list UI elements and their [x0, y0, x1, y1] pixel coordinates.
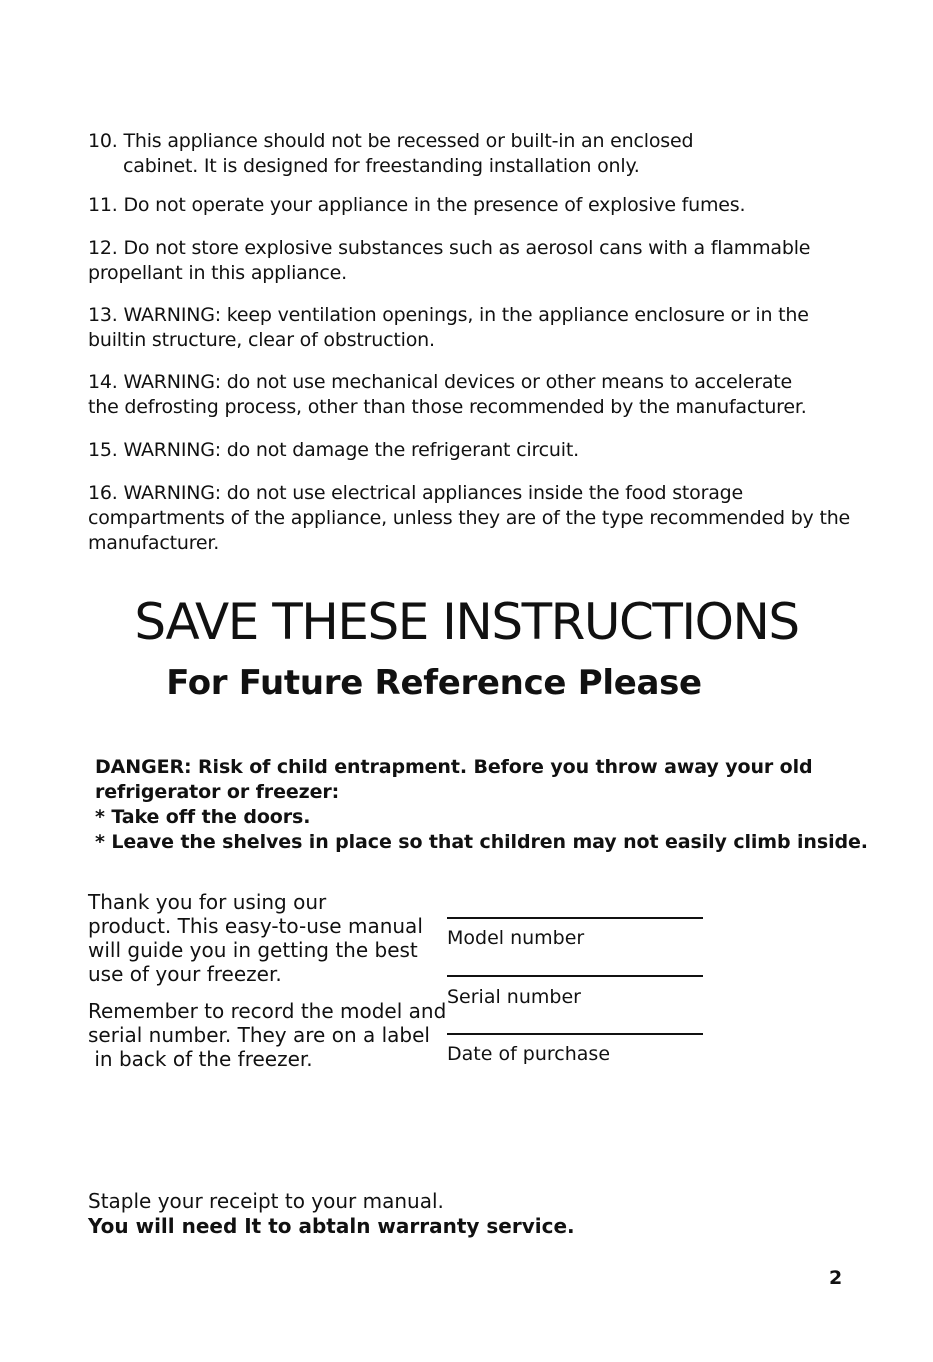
item-13 [88, 303, 808, 353]
staple-line-2: You will need It to abtaln warranty service. [88, 1214, 575, 1238]
date-of-purchase-label: Date of purchase [447, 1043, 611, 1065]
thanks-line-4: use of your freezer. [88, 962, 282, 986]
danger-notice [95, 755, 868, 855]
thanks-line-5: Remember to record the model and [88, 999, 447, 1023]
item-12-line-1: 12. Do not store explosive substances such as aerosol cans with a flammable [88, 237, 811, 259]
item-11-line-1: 11. Do not operate your appliance in the presence of explosive fumes. [88, 194, 746, 216]
model-number-line [447, 917, 703, 919]
item-12-line-2: propellant in this appliance. [88, 262, 348, 284]
item-15-line-1: 15. WARNING: do not damage the refrigerant circuit. [88, 439, 579, 461]
item-14-line-1: 14. WARNING: do not use mechanical devices or other means to accelerate [88, 371, 793, 393]
item-10-line-2: cabinet. It is designed for freestanding installation only. [123, 155, 640, 177]
thanks-line-7: in back of the freezer. [88, 1047, 313, 1071]
danger-line-3: * Take off the doors. [95, 806, 311, 828]
date-of-purchase-line [447, 1033, 703, 1035]
thanks-line-3: will guide you in getting the best [88, 938, 418, 962]
item-12 [88, 236, 811, 286]
item-13-line-2: builtin structure, clear of obstruction. [88, 329, 435, 351]
item-16-line-3: manufacturer. [88, 532, 220, 554]
serial-number-label: Serial number [447, 986, 581, 1008]
page-number: 2 [829, 1267, 843, 1289]
item-10 [88, 129, 808, 179]
item-11 [88, 193, 808, 218]
thank-you-paragraph [88, 890, 446, 1071]
danger-line-1: DANGER: Risk of child entrapment. Before you throw away your old [95, 756, 813, 778]
thanks-line-2: product. This easy-to-use manual [88, 914, 423, 938]
thanks-line-6: serial number. They are on a label [88, 1023, 430, 1047]
danger-line-4: * Leave the shelves in place so that children may not easily climb inside. [95, 831, 868, 853]
item-14-line-2: the defrosting process, other than those recommended by the manufacturer. [88, 396, 807, 418]
staple-line-1: Staple your receipt to your manual. [88, 1189, 444, 1213]
model-number-label: Model number [447, 927, 585, 949]
danger-line-2: refrigerator or freezer: [95, 781, 340, 803]
item-16-line-2: compartments of the appliance, unless they are of the type recommended by the [88, 507, 851, 529]
item-15 [88, 438, 808, 463]
future-reference-subheading: For Future Reference Please [166, 663, 702, 703]
serial-number-line [447, 975, 703, 977]
item-16-line-1: 16. WARNING: do not use electrical appliances inside the food storage [88, 482, 744, 504]
item-16 [88, 481, 851, 556]
staple-receipt-note [88, 1189, 575, 1239]
item-13-line-1: 13. WARNING: keep ventilation openings, in the appliance enclosure or in the [88, 304, 809, 326]
thanks-line-1: Thank you for using our [88, 890, 327, 914]
save-instructions-heading: SAVE THESE INSTRUCTIONS [134, 593, 799, 651]
item-10-line-1: 10. This appliance should not be recessed or built-in an enclosed [88, 130, 694, 152]
item-14 [88, 370, 808, 420]
